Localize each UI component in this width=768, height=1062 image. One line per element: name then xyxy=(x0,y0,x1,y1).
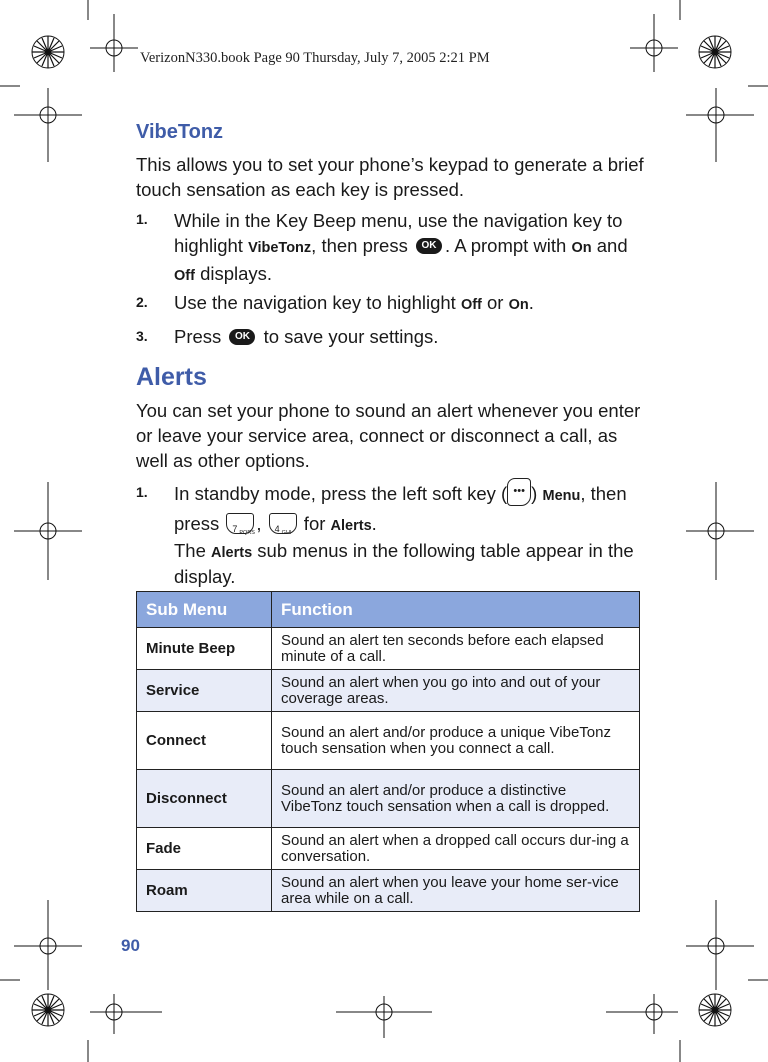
vibetonz-step-3 xyxy=(174,324,644,349)
table-row xyxy=(137,712,640,770)
bold-term: Menu xyxy=(542,488,581,504)
key-number: 4 xyxy=(274,523,280,534)
vibetonz-step-1 xyxy=(174,208,644,289)
step-text: . A prompt with xyxy=(444,235,572,256)
key-4-icon xyxy=(269,513,297,534)
note-text: The xyxy=(174,540,212,561)
alerts-step-1 xyxy=(174,480,644,540)
alerts-submenu-table xyxy=(136,591,640,912)
key-7-icon xyxy=(226,513,254,534)
step-number: 1. xyxy=(136,211,148,227)
vibetonz-intro: This allows you to set your phone’s keypad to generate a brief touch sensation as each key is pressed. xyxy=(136,154,644,200)
column-header: Function xyxy=(272,592,640,628)
bold-term: On xyxy=(508,297,529,313)
bold-term: Off xyxy=(174,268,195,284)
step-text: displays. xyxy=(194,263,273,284)
submenu-function: Sound an alert when a dropped call occurs dur-ing a conversation. xyxy=(272,828,640,870)
ok-key-icon: OK xyxy=(416,238,442,254)
bold-term: On xyxy=(571,240,592,256)
alerts-heading: Alerts xyxy=(136,363,207,391)
bold-term: Alerts xyxy=(330,518,372,534)
table-row xyxy=(137,670,640,712)
vibetonz-heading: VibeTonz xyxy=(136,121,224,143)
step-text: , then press xyxy=(174,483,627,534)
table-row xyxy=(137,828,640,870)
step-text: , then press xyxy=(311,235,413,256)
step-number: 2. xyxy=(136,294,148,310)
alerts-intro: You can set your phone to sound an alert whenever you enter or leave your service area, connect or disconnect a call, as well as other options. xyxy=(136,400,641,471)
table-row xyxy=(137,770,640,828)
ok-key-icon: OK xyxy=(229,329,255,345)
step-text: Use the navigation key to highlight xyxy=(174,292,461,313)
step-text: In standby mode, press the left soft key ( xyxy=(174,483,508,504)
bold-term: Alerts xyxy=(211,545,253,561)
crop-mark-icon xyxy=(32,36,64,68)
file-header-note: VerizonN330.book Page 90 Thursday, July 7, 2005 2:21 PM xyxy=(140,50,490,66)
submenu-name: Service xyxy=(137,670,272,712)
step-text: Press xyxy=(174,326,227,347)
step-text: or xyxy=(481,292,509,313)
submenu-name: Connect xyxy=(137,712,272,770)
vibetonz-step-2 xyxy=(174,290,644,318)
key-letters: PQRS xyxy=(239,529,255,536)
key-number: 7 xyxy=(232,523,238,534)
step-text: . xyxy=(371,513,377,534)
step-text: . xyxy=(528,292,534,313)
submenu-function: Sound an alert and/or produce a unique VibeTonz touch sensation when you connect a call. xyxy=(272,712,640,770)
key-letters: GHI xyxy=(281,529,292,536)
table-header-row xyxy=(137,592,640,628)
crop-mark-icon xyxy=(699,994,731,1026)
submenu-function: Sound an alert when you leave your home ser-vice area while on a call. xyxy=(272,870,640,912)
crop-mark-icon xyxy=(699,36,731,68)
submenu-name: Minute Beep xyxy=(137,628,272,670)
column-header: Sub Menu xyxy=(137,592,272,628)
step-text: for xyxy=(298,513,331,534)
step-text: While in the Key Beep menu, use the navigation key to highlight xyxy=(174,210,623,256)
left-soft-key-icon: ••• xyxy=(507,478,531,506)
step-number: 1. xyxy=(136,484,148,500)
step-text: ) xyxy=(531,483,543,504)
submenu-name: Fade xyxy=(137,828,272,870)
submenu-name: Roam xyxy=(137,870,272,912)
step-text: , xyxy=(256,513,262,534)
table-row xyxy=(137,870,640,912)
bold-term: VibeTonz xyxy=(248,240,312,256)
crop-mark-icon xyxy=(32,994,64,1026)
submenu-function: Sound an alert and/or produce a distinctive VibeTonz touch sensation when a call is dropped. xyxy=(272,770,640,828)
alerts-note xyxy=(174,539,644,589)
submenu-function: Sound an alert when you go into and out of your coverage areas. xyxy=(272,670,640,712)
submenu-name: Disconnect xyxy=(137,770,272,828)
bold-term: Off xyxy=(460,297,482,313)
step-number: 3. xyxy=(136,328,148,344)
note-text: sub menus in the following table appear in the display. xyxy=(174,540,634,587)
table-row xyxy=(137,628,640,670)
submenu-function: Sound an alert ten seconds before each elapsed minute of a call. xyxy=(272,628,640,670)
step-text: and xyxy=(591,235,628,256)
step-text: to save your settings. xyxy=(258,326,439,347)
page-number: 90 xyxy=(121,936,140,955)
